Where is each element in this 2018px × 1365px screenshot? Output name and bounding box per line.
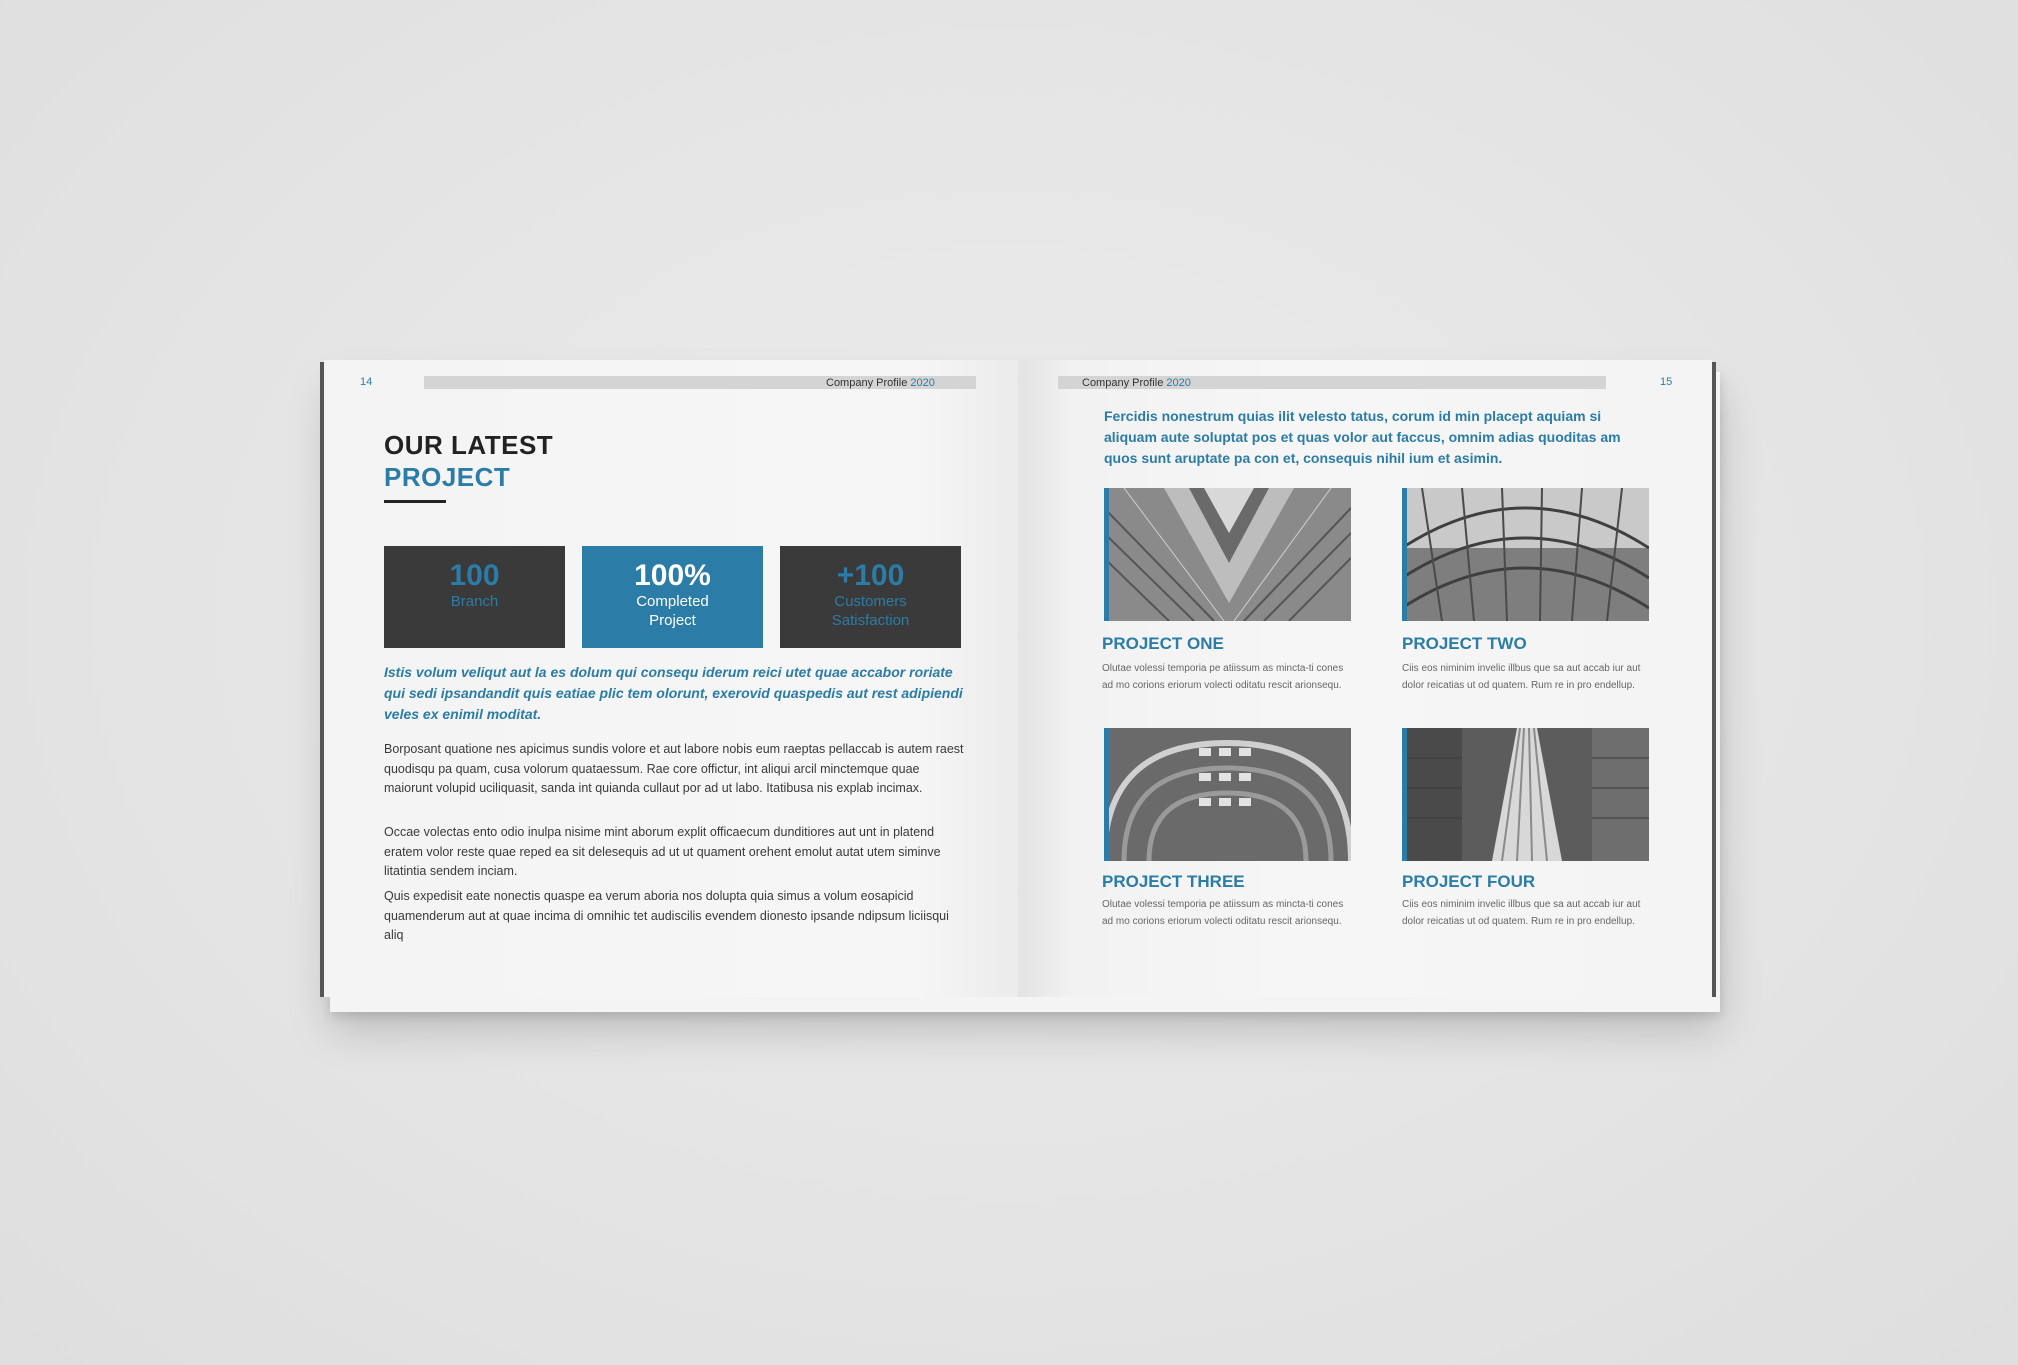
left-page xyxy=(324,360,1018,997)
project-four-desc: Ciis eos niminim invelic illbus que sa aut accab iur aut dolor reicatias ut od quatem. Rum re in pro endellup. xyxy=(1402,899,1641,927)
body-paragraph: Occae volectas ento odio inulpa nisime mint aborum explit officaecum dunditiores aut unt in platend eratem volor reste quae reped ea sit delesequis ad ut ut quament orehent emolut autat utem siminve litatintia sendem inciam. xyxy=(384,825,941,878)
stat-label: Customers Satisfaction xyxy=(831,593,910,629)
stat-branch xyxy=(384,546,565,648)
project-four-photo xyxy=(1402,728,1649,861)
stat-label: Completed Project xyxy=(636,593,709,629)
header-year: 2020 xyxy=(910,377,935,389)
project-three-photo xyxy=(1104,728,1351,861)
page-number-left: 14 xyxy=(360,376,373,388)
title-underline xyxy=(384,500,446,503)
project-three-desc: Olutae volessi temporia pe atiissum as mincta-ti cones ad mo corions eriorum volecti oditatu rescit arionsequ. xyxy=(1102,899,1344,927)
header-label-left xyxy=(826,377,935,389)
right-page xyxy=(1018,360,1712,997)
stat-value: 100 xyxy=(449,559,500,592)
project-two-photo xyxy=(1402,488,1649,621)
stat-value: 100% xyxy=(634,559,711,592)
stat-customers xyxy=(780,546,961,648)
lead-paragraph: Istis volum veliqut aut la es dolum qui consequ iderum reici utet quae accabor roriate qui sedi ipsandandit quis eatiae plic tem olorunt, exerovid quaspedis aut rest adipiendi veles ex enimil moditat. xyxy=(384,664,963,722)
header-title: Company Profile xyxy=(1082,377,1164,389)
page-number-right: 15 xyxy=(1660,376,1673,388)
project-four-title: PROJECT FOUR xyxy=(1402,872,1536,891)
page-title-line1: OUR LATEST xyxy=(384,430,554,460)
body-paragraph: Borposant quatione nes apicimus sundis volore et aut labore nobis eum raeptas pellaccab is autem raest quodisqu pa quam, cusa volorum quataessum. Rae core offictur, int aliqui arcil minctemque quae maiorunt volupid uciliquasit, sanda int quianda cullaut por ad ut labo. Itatibusa nis explab incimax. xyxy=(384,742,964,795)
project-one-desc: Olutae volessi temporia pe atiissum as mincta-ti cones ad mo corions eriorum volecti oditatu rescit arionsequ. xyxy=(1102,663,1344,691)
project-two-title: PROJECT TWO xyxy=(1402,634,1527,653)
body-paragraph: Quis expedisit eate nonectis quaspe ea verum aboria nos dolupta quia simus a volum eosapicid quamenderum aut at quae incima di omnihic tet audiscilis evendem dionesto ipsande ndipsum liciisqui aliq xyxy=(384,889,949,942)
project-one-photo xyxy=(1104,488,1351,621)
project-three-title: PROJECT THREE xyxy=(1102,872,1245,891)
stat-label: Branch xyxy=(450,593,499,610)
project-two-desc: Ciis eos niminim invelic illbus que sa aut accab iur aut dolor reicatias ut od quatem. Rum re in pro endellup. xyxy=(1402,663,1641,691)
stat-completed xyxy=(582,546,763,648)
project-one-title: PROJECT ONE xyxy=(1102,634,1224,653)
lead-paragraph: Fercidis nonestrum quias ilit velesto tatus, corum id min placept aquiam si aliquam aute soluptat pos et quas volor aut faccus, omnim adias quoditas am quos sunt aruptate pa con et, consequis nihil ium et asimin. xyxy=(1104,408,1621,466)
stat-value: +100 xyxy=(836,559,905,592)
page-title-line2: PROJECT xyxy=(384,462,511,492)
header-year: 2020 xyxy=(1166,377,1191,389)
header-title: Company Profile xyxy=(826,377,908,389)
header-label-right xyxy=(1082,377,1191,389)
